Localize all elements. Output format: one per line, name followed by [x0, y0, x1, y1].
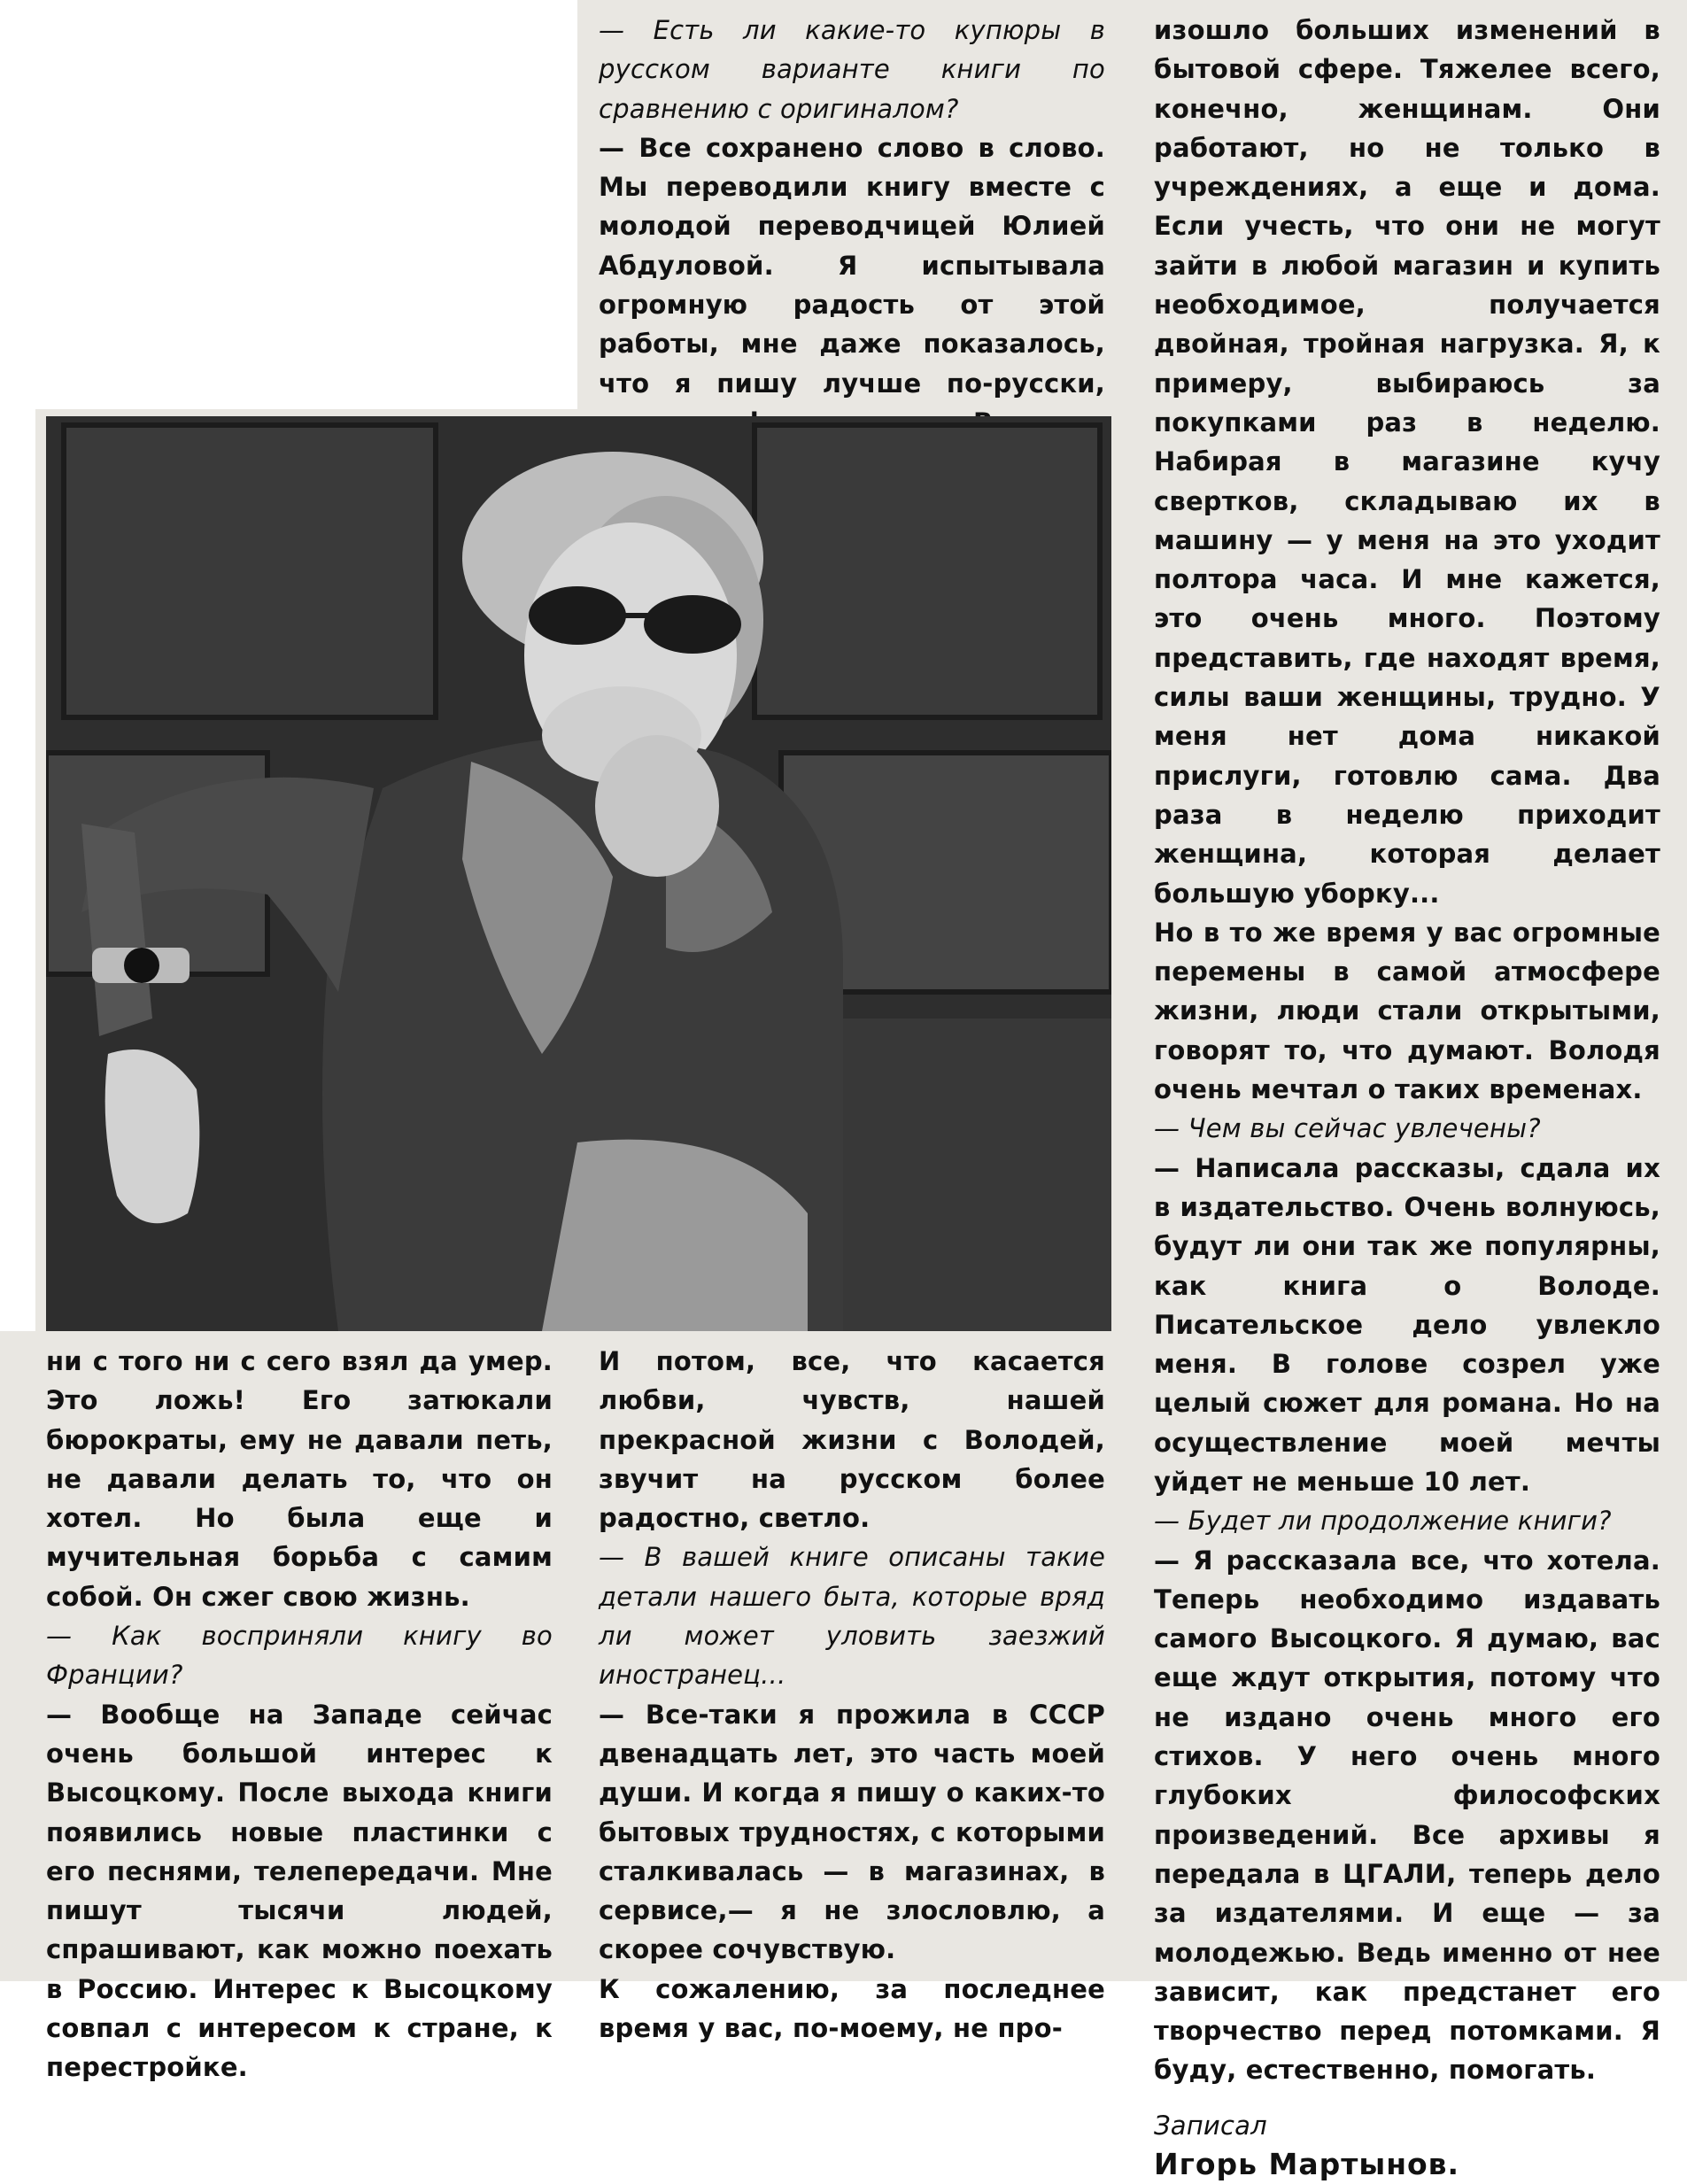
answer-paragraph: изошло больших изменений в бытовой сфере. Тяжелее всего, конечно, женщинам. Они работают, но не только в учреждениях, а еще и дома. Если учесть, что они не могут зайти в любой магазин и купить необходимое, получается двойная, тройная нагрузка. Я, к примеру, выбираюсь за покупками раз в неделю. Набирая в магазине кучу свертков, складываю их в машину — у меня на это уходит полтора часа. И мне кажется, это очень много. Поэтому представить, где находят время, силы ваши женщины, трудно. У меня нет дома никакой прислуги, готовлю сама. Два раза в неделю приходит женщина, которая делает большую уборку...	[1154, 15, 1660, 909]
question-paragraph: — Будет ли продолжение книги?	[1154, 1506, 1612, 1537]
question-paragraph: — Есть ли какие-то купюры в русском варианте книги по сравнению с оригиналом?	[599, 15, 1105, 124]
answer-paragraph: ни с того ни с сего взял да умер. Это ложь! Его затюкали бюрократы, ему не давали петь, не давали делать то, что он хотел. Но была еще и мучительная борьба с самим собой. Он сжег свою жизнь.	[46, 1346, 553, 1612]
portrait-photo-illustration	[46, 416, 1111, 1331]
answer-paragraph: И потом, все, что касается любви, чувств, нашей прекрасной жизни с Володей, звучит на русском более радостно, светло.	[599, 1346, 1105, 1534]
question-paragraph: — Как восприняли книгу во Франции?	[46, 1621, 553, 1691]
portrait-photo	[46, 416, 1111, 1331]
question-paragraph: — В вашей книге описаны такие детали нашего быта, которые вряд ли может уловить заезжий иностранец...	[599, 1542, 1105, 1691]
answer-paragraph: — Все-таки я прожила в СССР двенадцать лет, это часть моей души. И когда я пишу о каких-то бытовых трудностях, с которыми сталкивалась — в магазинах, в сервисе,— я не злословлю, а скорее сочувствую.	[599, 1699, 1105, 1965]
answer-paragraph: — Все сохранено слово в слово. Мы переводили книгу вместе с молодой переводчицей Юлией Абдуловой. Я испытывала огромную радость от этой работы, мне даже показалось, что я пишу лучше по-русски,	[599, 132, 1105, 399]
article-column-right	[1154, 11, 1660, 2184]
answer-paragraph: Но в то же время у вас огромные перемены в самой атмосфере жизни, люди стали открытыми, говорят то, что думают. Володя очень мечтал о таких временах.	[1154, 917, 1660, 1105]
byline-author: Игорь Мартынов.	[1154, 2147, 1460, 2182]
byline-label: Записал	[1154, 2110, 1267, 2141]
answer-paragraph: — Написала рассказы, сдала их в издательство. Очень волнуюсь, будут ли они так же популярны, как книга о Володе. Писательское дело увлекло меня. В голове созрел уже целый сюжет для романа. Но на осуществление моей мечты уйдет не меньше 10 лет.	[1154, 1152, 1660, 1497]
answer-paragraph: — Я рассказала все, что хотела. Теперь необходимо издавать самого Высоцкого. Я думаю, вас еще ждут открытия, потому что не издано очень много его стихов. У него очень много глубоких философских произведений. Все архивы я передала в ЦГАЛИ, теперь дело за издателями. И еще — за молодежью. Ведь именно от нее зависит, как предстанет его творчество перед потомками. Я буду, естественно, помогать.	[1154, 1545, 1660, 2086]
article-column-left	[46, 1342, 553, 2087]
answer-paragraph: — Вообще на Западе сейчас очень большой интерес к Высоцкому. После выхода книги появились новые пластинки с его песнями, телепередачи. Мне пишут тысячи людей, спрашивают, как можно поехать в Россию. Интерес к Высоцкому совпал с интересом к стране, к перестройке.	[46, 1699, 553, 2083]
article-column-middle	[599, 1342, 1105, 2048]
question-paragraph: — Чем вы сейчас увлечены?	[1154, 1113, 1541, 1144]
answer-paragraph: К сожалению, за последнее время у вас, по-моему, не про-	[599, 1973, 1105, 2044]
article-column-top	[599, 11, 1105, 482]
